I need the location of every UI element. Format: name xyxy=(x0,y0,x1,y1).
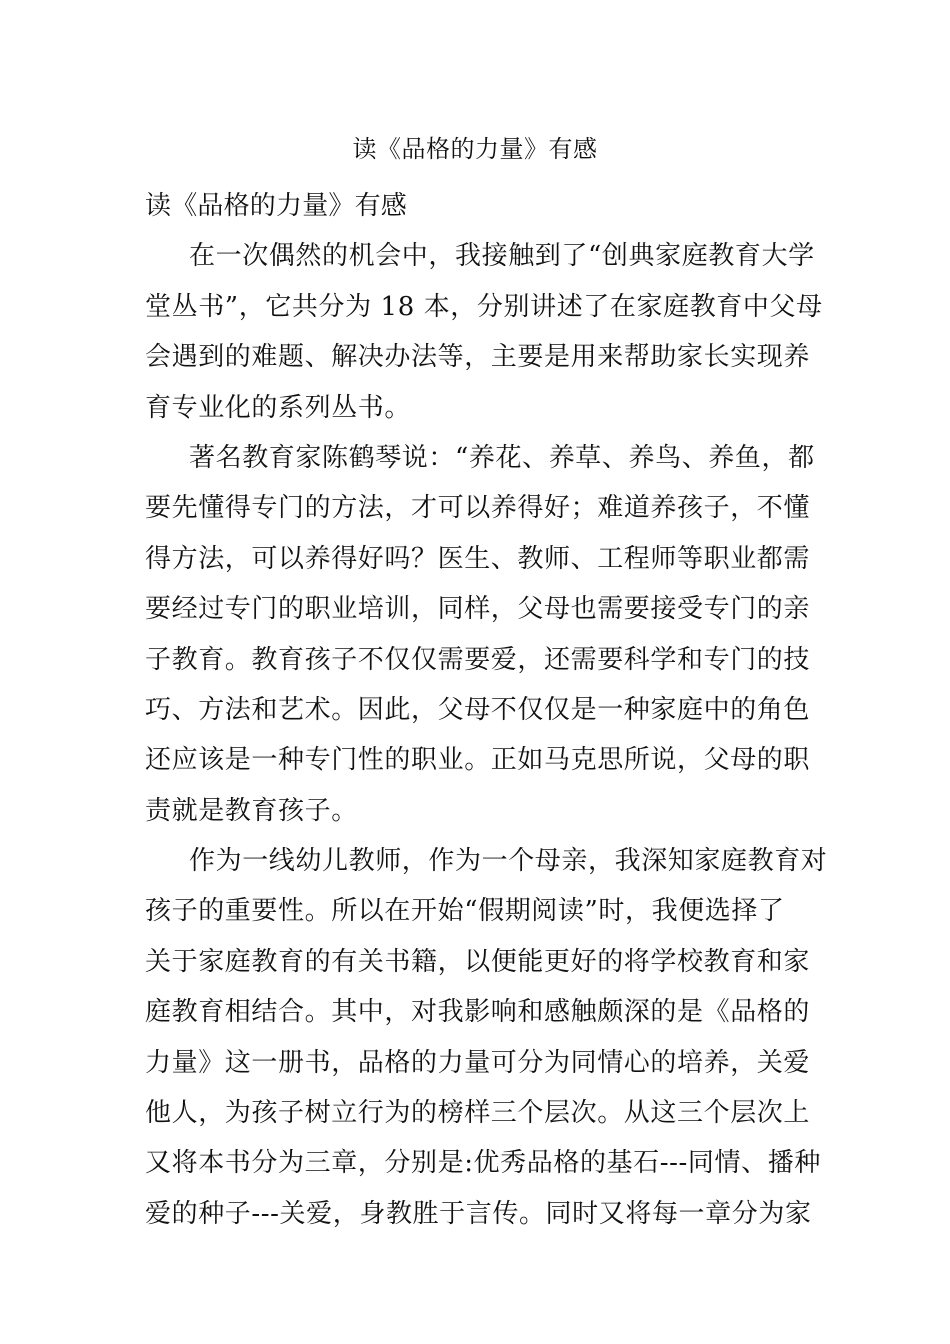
paragraph-2-line-7: 还应该是一种专门性的职业。正如马克思所说，父母的职 xyxy=(145,745,811,776)
paragraph-2-line-3: 得方法，可以养得好吗？医生、教师、工程师等职业都需 xyxy=(145,543,811,574)
paragraph-2-line-8: 责就是教育孩子。 xyxy=(145,795,358,826)
paragraph-1-line-2: 堂丛书”，它共分为 18 本，分别讲述了在家庭教育中父母 xyxy=(145,291,823,322)
paragraph-2-line-5: 子教育。教育孩子不仅仅需要爱，还需要科学和专门的技 xyxy=(145,644,811,675)
document-title: 读《品格的力量》有感 xyxy=(352,135,598,163)
paragraph-2-line-4: 要经过专门的职业培训，同样，父母也需要接受专门的亲 xyxy=(145,594,811,625)
paragraph-3-line-5: 力量》这一册书，品格的力量可分为同情心的培养，关爱 xyxy=(145,1047,811,1078)
paragraph-2-line-1: 著名教育家陈鹤琴说：“养花、养草、养鸟、养鱼，都 xyxy=(189,442,815,473)
paragraph-3-line-2: 孩子的重要性。所以在开始“假期阅读”时，我便选择了 xyxy=(145,896,785,927)
paragraph-3-line-1: 作为一线幼儿教师，作为一个母亲，我深知家庭教育对 xyxy=(189,846,828,877)
paragraph-2-line-2: 要先懂得专门的方法，才可以养得好；难道养孩子，不懂 xyxy=(145,493,811,524)
paragraph-1-line-3: 会遇到的难题、解决办法等，主要是用来帮助家长实现养 xyxy=(145,342,811,373)
paragraph-3-line-8: 爱的种子---关爱，身教胜于言传。同时又将每一章分为家 xyxy=(145,1198,812,1229)
paragraph-3-line-3: 关于家庭教育的有关书籍，以便能更好的将学校教育和家 xyxy=(145,946,811,977)
subtitle-line: 读《品格的力量》有感 xyxy=(145,191,408,221)
document-body xyxy=(145,181,828,1239)
paragraph-3-line-4: 庭教育相结合。其中，对我影响和感触颇深的是《品格的 xyxy=(145,997,811,1028)
paragraph-3-line-6: 他人，为孩子树立行为的榜样三个层次。从这三个层次上 xyxy=(145,1098,811,1129)
paragraph-3-line-7: 又将本书分为三章，分别是:优秀品格的基石---同情、播种 xyxy=(145,1148,821,1179)
paragraph-1-line-1: 在一次偶然的机会中，我接触到了“创典家庭教育大学 xyxy=(189,241,815,272)
paragraph-1-line-4: 育专业化的系列丛书。 xyxy=(145,392,412,423)
paragraph-2-line-6: 巧、方法和艺术。因此，父母不仅仅是一种家庭中的角色 xyxy=(145,694,811,725)
